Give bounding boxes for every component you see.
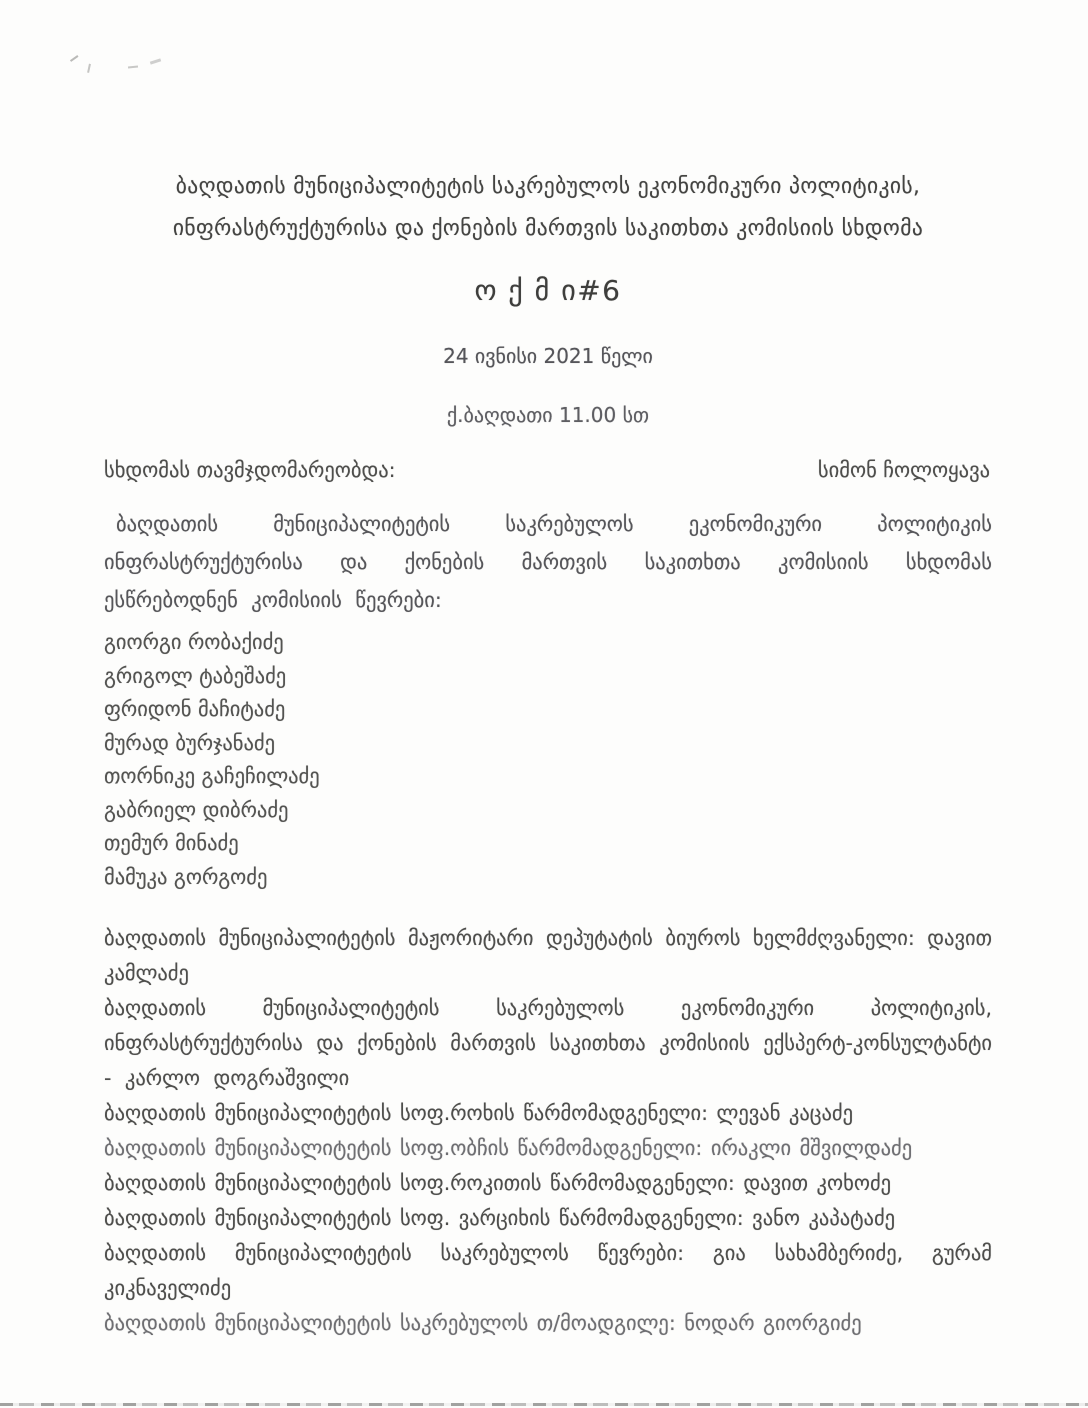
chair-row — [104, 458, 992, 482]
commission-member-name: ფრიდონ მაჩიტაძე — [104, 697, 286, 721]
commission-member-name: მამუკა გორგოძე — [104, 864, 268, 889]
session-date: 24 ივნისი 2021 წელი — [443, 344, 653, 368]
attendee-entry-village-rokhi-rep: ბაღდათის მუნიციპალიტეტის სოფ.როხის წარმომადგენელი: ლევან კაცაძე — [104, 1101, 854, 1125]
attendees-intro: ბაღდათის მუნიციპალიტეტის საკრებულოს ეკონომიკური პოლიტიკის ინფრასტრუქტურისა და ქონების მართვის საკითხთა კომისიის სხდომას ესწრებოდნენ კომისიის წევრები: — [104, 512, 992, 612]
attendee-entry-village-obcha-rep: ბაღდათის მუნიციპალიტეტის სოფ.ობჩის წარმომადგენელი: ირაკლი მშვილდაძე — [104, 1136, 913, 1160]
commission-members-list — [104, 626, 992, 894]
attendee-entry-expert-consultant: ბაღდათის მუნიციპალიტეტის საკრებულოს ეკონომიკური პოლიტიკის, ინფრასტრუქტურისა და ქონების მართვის საკითხთა კომისიის ექსპერტ-კონსულტანტი - კარლო დოგრაშვილი — [104, 996, 992, 1090]
scan-noise-mark — [128, 65, 138, 68]
chair-label: სხდომას თავმჯდომარეობდა: — [104, 458, 396, 482]
doc-title-line-1: ბაღდათის მუნიციპალიტეტის საკრებულოს ეკონომიკური პოლიტიკის, — [175, 174, 921, 199]
attendee-entry-deputy-chair: ბაღდათის მუნიციპალიტეტის საკრებულოს თ/მოადგილე: ნოდარ გიორგიძე — [104, 1311, 862, 1335]
attendee-entry-village-rokiti-rep: ბაღდათის მუნიციპალიტეტის სოფ.როკითის წარმომადგენელი: დავით კოხოძე — [104, 1171, 892, 1195]
chair-name: სიმონ ჩოლოყავა — [817, 458, 990, 482]
commission-member-name: გიორგი რობაქიძე — [104, 630, 284, 654]
attendee-entry-majoritarian-bureau-head: ბაღდათის მუნიციპალიტეტის მაჟორიტარი დეპუტატის ბიუროს ხელმძღვანელი: დავით კამლაძე — [104, 926, 992, 985]
session-location-time: ქ.ბაღდათი 11.00 სთ — [446, 403, 650, 427]
commission-member-name: გრიგოლ ტაბეშაძე — [104, 663, 287, 688]
commission-member-name: თორნიკე გაჩეჩილაძე — [104, 764, 320, 788]
scan-noise-mark — [150, 58, 161, 64]
commission-member-name: გაბრიელ დიბრაძე — [104, 797, 289, 822]
scan-noise-mark — [67, 50, 79, 62]
commission-member-name: თემურ მინაძე — [104, 831, 239, 855]
scanner-edge-artifact — [0, 1403, 1088, 1406]
other-attendees-list — [104, 921, 992, 1341]
protocol-number: ო ქ მ ი#6 — [474, 274, 622, 307]
attendee-entry-village-vartsikhe-rep: ბაღდათის მუნიციპალიტეტის სოფ. ვარციხის წარმომადგენელი: ვანო კაპატაძე — [104, 1206, 896, 1230]
commission-member-name: მურად ბურჯანაძე — [104, 730, 276, 755]
scan-noise-mark — [87, 64, 93, 74]
doc-title-line-2: ინფრასტრუქტურისა და ქონების მართვის საკითხთა კომისიის სხდომა — [172, 216, 924, 241]
attendee-entry-sakrebulo-members: ბაღდათის მუნიციპალიტეტის საკრებულოს წევრები: გია სახამბერიძე, გურამ კიკნაველიძე — [104, 1241, 992, 1300]
